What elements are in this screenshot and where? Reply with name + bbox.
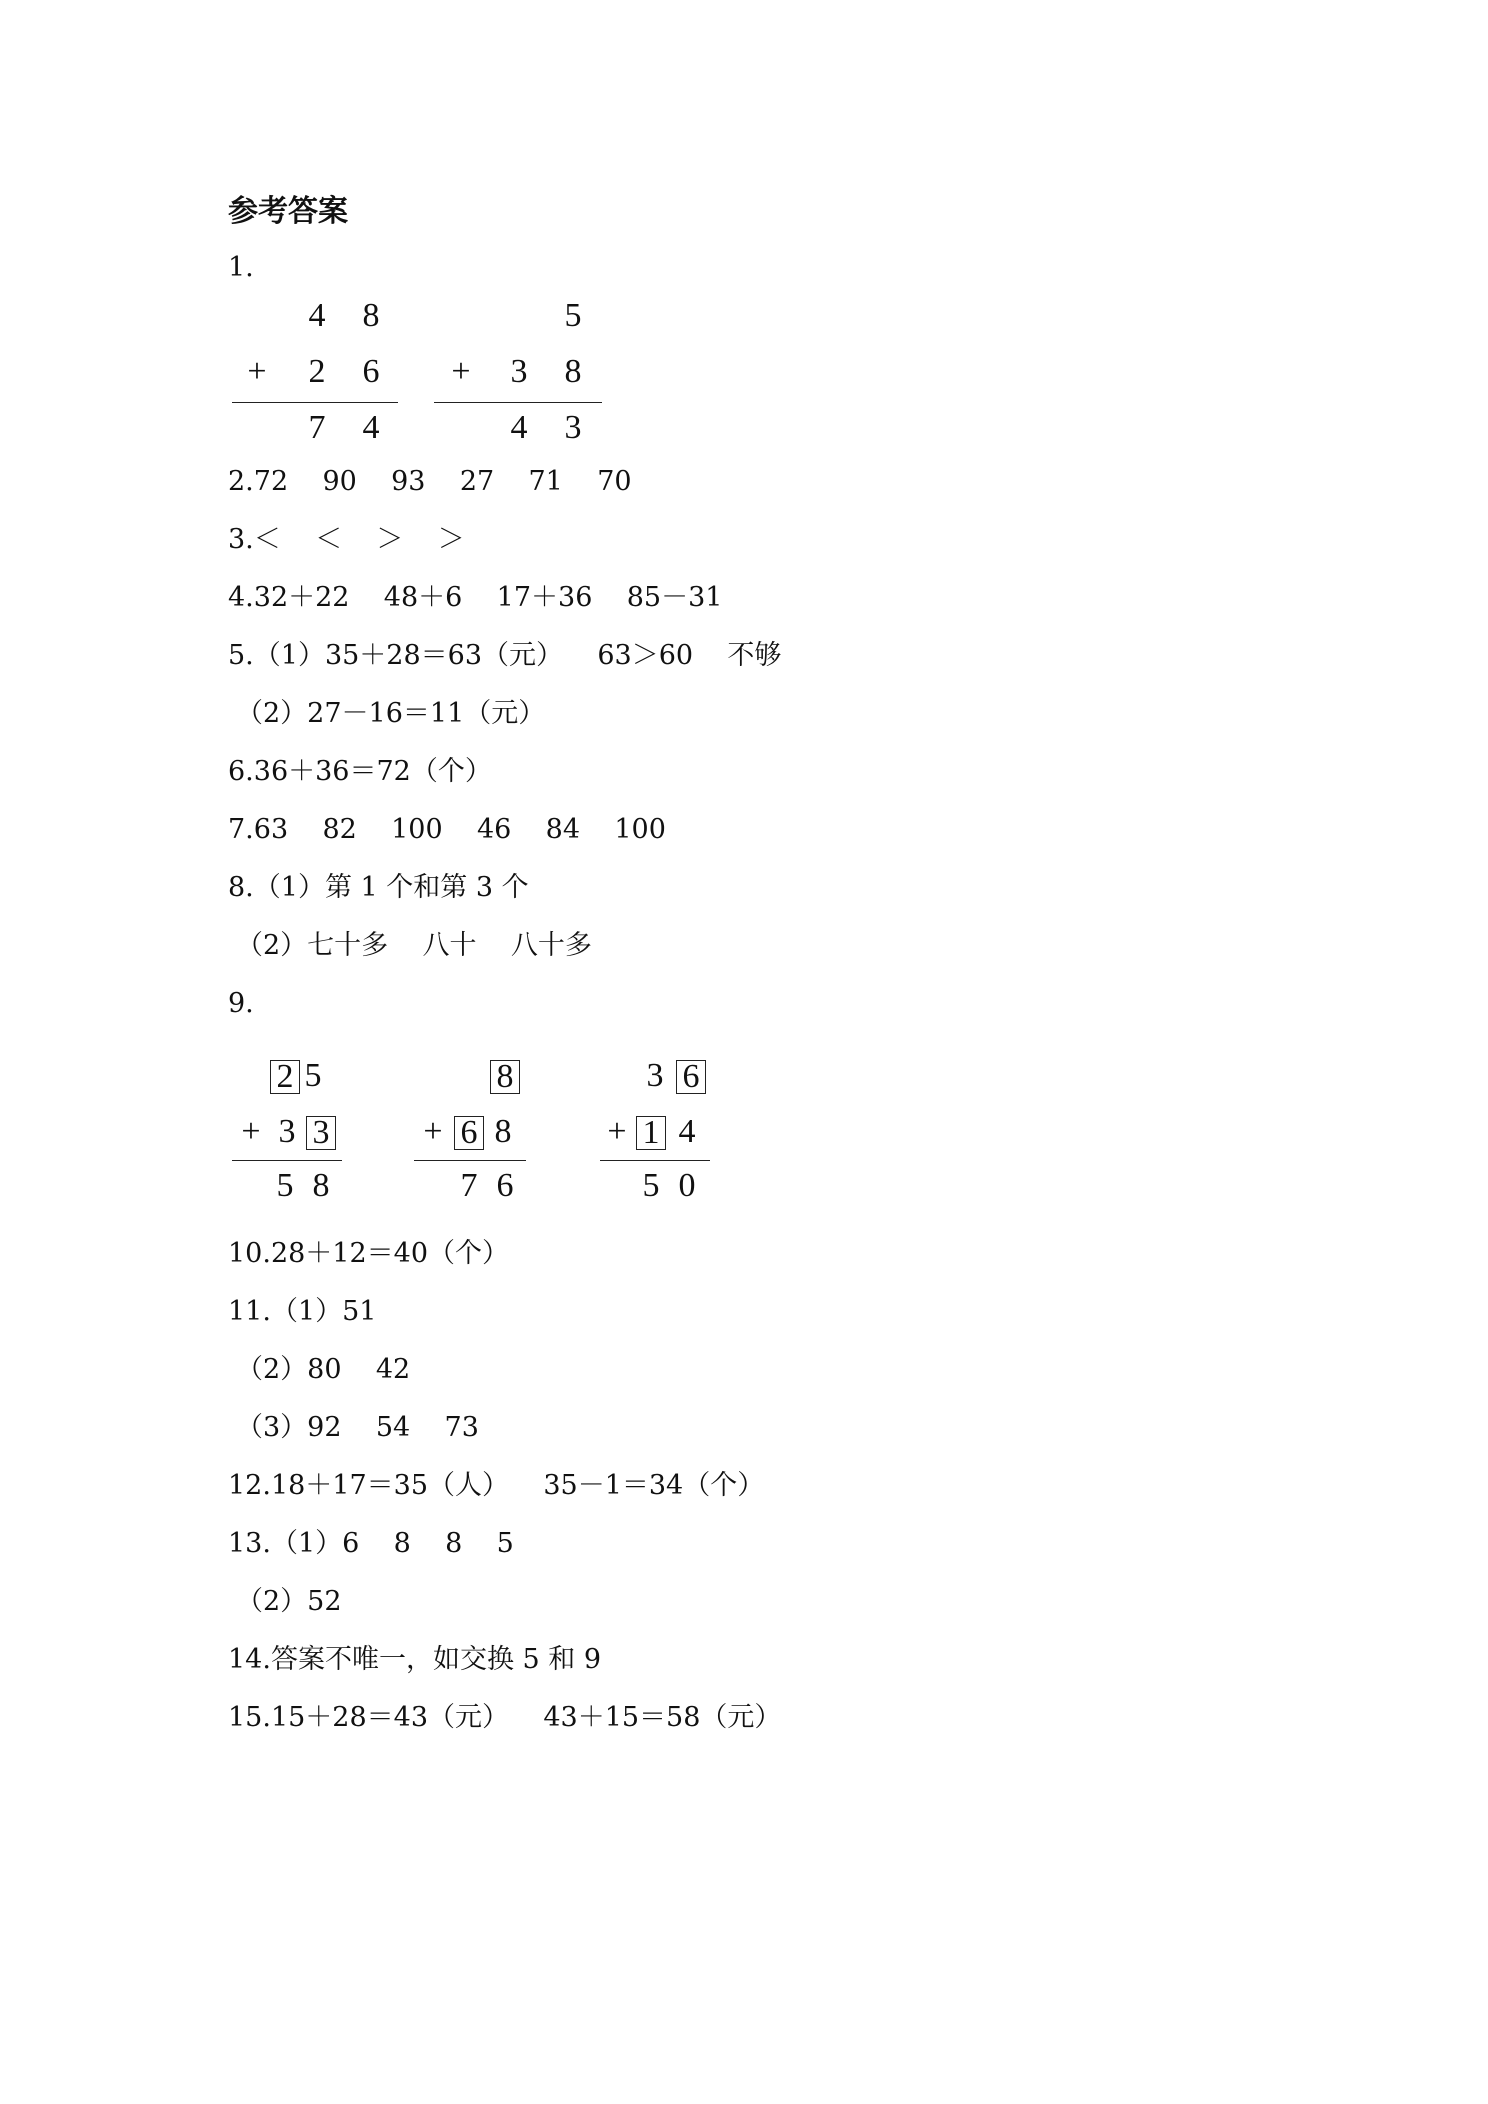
- digit: 7: [308, 409, 326, 446]
- digit: 4: [678, 1113, 696, 1150]
- digit: 3: [278, 1113, 296, 1150]
- digit: 6: [362, 353, 380, 390]
- vertical-calculation-1b: [432, 296, 606, 456]
- sum-rule: [414, 1160, 526, 1161]
- vertical-calculation-9c: [598, 1056, 714, 1206]
- digit: 5: [276, 1167, 294, 1204]
- sum-rule: [232, 402, 398, 403]
- plus-sign: +: [607, 1113, 627, 1150]
- plus-sign: +: [241, 1113, 261, 1150]
- digit: 3: [564, 409, 582, 446]
- answer-box: 6: [454, 1116, 484, 1150]
- answer-6: 6.36＋36＝72（个）: [228, 756, 492, 787]
- answer-box: 1: [636, 1116, 666, 1150]
- plus-sign: +: [423, 1113, 443, 1150]
- answer-8-part-1: 8.（1）第 1 个和第 3 个: [228, 872, 529, 903]
- digit: 4: [362, 409, 380, 446]
- answer-13-part-2: （2）52: [236, 1586, 342, 1617]
- answer-14: 14.答案不唯一，如交换 5 和 9: [228, 1644, 602, 1675]
- answer-5-part-1: 5.（1）35＋28＝63（元） 63＞60 不够: [228, 640, 782, 671]
- answer-8-part-2: （2）七十多 八十 八十多: [236, 930, 592, 961]
- answer-5-part-2: （2）27－16＝11（元）: [236, 698, 546, 729]
- vertical-calculation-9b: [412, 1056, 528, 1206]
- question-1-label: 1.: [228, 252, 254, 283]
- digit: 8: [362, 297, 380, 334]
- digit: 4: [510, 409, 528, 446]
- sum-rule: [434, 402, 602, 403]
- digit: 4: [308, 297, 326, 334]
- digit: 5: [642, 1167, 660, 1204]
- answer-2: 2.72 90 93 27 71 70: [228, 466, 632, 497]
- answer-4: 4.32＋22 48＋6 17＋36 85－31: [228, 582, 723, 613]
- answer-11-part-1: 11.（1）51: [228, 1296, 377, 1327]
- sum-rule: [232, 1160, 342, 1161]
- digit: 2: [308, 353, 326, 390]
- answer-7: 7.63 82 100 46 84 100: [228, 814, 666, 845]
- answer-box: 2: [270, 1060, 300, 1094]
- plus-sign: +: [247, 353, 267, 390]
- digit: 8: [312, 1167, 330, 1204]
- digit: 8: [494, 1113, 512, 1150]
- digit: 6: [496, 1167, 514, 1204]
- answer-13-part-1: 13.（1）6 8 8 5: [228, 1528, 514, 1559]
- digit: 8: [564, 353, 582, 390]
- sum-rule: [600, 1160, 710, 1161]
- answer-box: 3: [306, 1116, 336, 1150]
- answer-11-part-3: （3）92 54 73: [236, 1412, 479, 1443]
- digit: 0: [678, 1167, 696, 1204]
- answer-box: 6: [676, 1060, 706, 1094]
- answer-box: 8: [490, 1060, 520, 1094]
- digit: 3: [510, 353, 528, 390]
- answer-11-part-2: （2）80 42: [236, 1354, 411, 1385]
- digit: 5: [564, 297, 582, 334]
- answer-10: 10.28＋12＝40（个）: [228, 1238, 510, 1269]
- digit: 7: [460, 1167, 478, 1204]
- question-9-label: 9.: [228, 988, 254, 1019]
- vertical-calculation-9a: [230, 1056, 346, 1206]
- answer-15: 15.15＋28＝43（元） 43＋15＝58（元）: [228, 1702, 782, 1733]
- answer-12: 12.18＋17＝35（人） 35－1＝34（个）: [228, 1470, 765, 1501]
- digit: 3: [646, 1057, 664, 1094]
- plus-sign: +: [451, 353, 471, 390]
- page-title: 参考答案: [228, 194, 348, 229]
- answer-3: 3.＜ ＜ ＞ ＞: [228, 524, 465, 555]
- vertical-calculation-1a: [230, 296, 400, 456]
- digit: 5: [304, 1057, 322, 1094]
